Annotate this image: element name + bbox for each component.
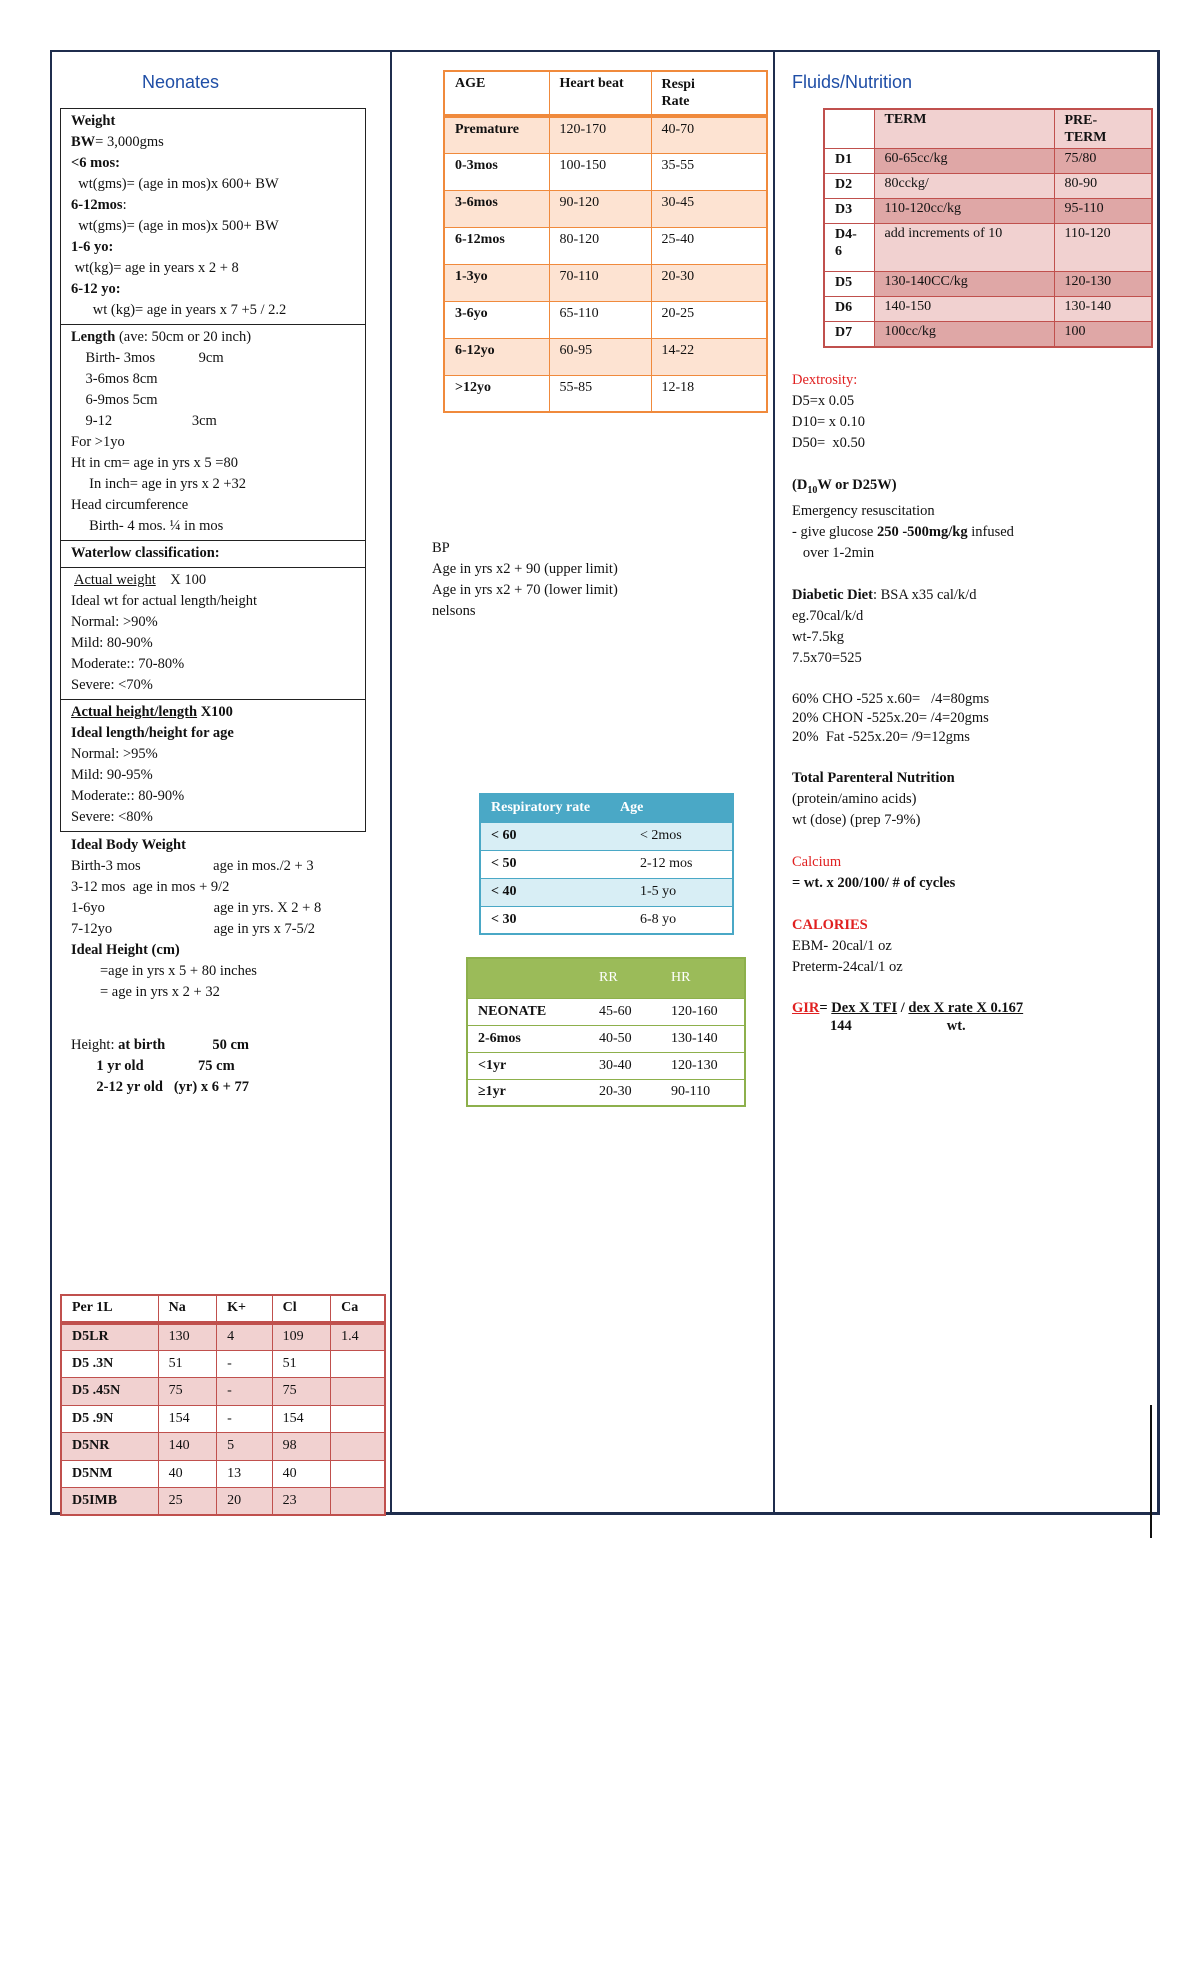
day-label-cell: D4- 6 [824,224,874,272]
table-row [467,1079,745,1106]
age-cell: 2-12 mos [610,850,733,878]
column-header: Respiratory rate [480,794,610,822]
fluid-value-cell [331,1350,385,1378]
fluid-amount-cell: 80cckg/ [874,174,1054,199]
table-row [444,227,767,264]
waterlow-title: Waterlow classification: [71,545,220,561]
vital-value-cell: 20-25 [651,301,767,338]
bw-value: = 3,000gms [95,134,164,150]
table-row [444,264,767,301]
age-cell: 6-12yo [444,338,549,375]
vital-value-cell: 40-70 [651,116,767,153]
fluid-amount-cell: 130-140 [1054,297,1152,322]
vital-value-cell: 12-18 [651,375,767,412]
tpn-line: (protein/amino acids) [792,790,917,807]
age-cell: Premature [444,116,549,153]
fluid-amount-cell: add increments of 10 [874,224,1054,272]
actual-height-section [61,700,365,831]
age-cell: >12yo [444,375,549,412]
actual-weight-line: Normal: >90% [71,614,158,630]
ibw-line: 1-6yo age in yrs. X 2 + 8 [71,900,322,916]
fluid-name-cell: D5NM [61,1460,158,1488]
table-row [824,224,1152,272]
vital-value-cell: 35-55 [651,153,767,190]
fluid-name-cell: D5LR [61,1323,158,1351]
actual-weight-line: Moderate:: 70-80% [71,656,185,672]
fluid-amount-cell: 110-120 [1054,224,1152,272]
ibw-line: Birth-3 mos age in mos./2 + 3 [71,858,314,874]
bp-block [432,538,618,622]
column-header: Heart beat [549,71,651,116]
margin-mark [1150,1405,1152,1538]
diabetic-title: Diabetic Diet [792,586,873,603]
age-group-cell: 2-6mos [467,1025,589,1052]
table-row [61,1378,385,1406]
gir-num2: dex X rate X 0.167 [908,999,1024,1016]
age-cell: 3-6mos [444,190,549,227]
fluid-value-cell: 75 [272,1378,331,1406]
rate-value-cell: 130-140 [661,1025,745,1052]
neonates-title: Neonates [142,72,220,92]
column-header [467,958,589,998]
fluid-value-cell: 75 [158,1378,217,1406]
bp-line: nelsons [432,603,476,619]
table-row [444,301,767,338]
header-blank-cell [824,109,874,149]
column-header: Ca [331,1295,385,1323]
fluid-value-cell: 13 [217,1460,273,1488]
table-row [61,1323,385,1351]
fluid-value-cell: 98 [272,1433,331,1461]
rate-value-cell: 30-40 [589,1052,661,1079]
length-line: In inch= age in yrs x 2 +32 [71,476,247,492]
fluid-value-cell: 140 [158,1433,217,1461]
y6-12-label: 6-12 yo: [71,281,121,297]
length-section [61,325,365,541]
height-line: at birth 50 cm [118,1037,250,1053]
day-label-cell: D1 [824,149,874,174]
bw-label: BW [71,134,96,150]
actual-weight-suffix: X 100 [155,572,207,588]
d10w-title-a: (D [792,477,808,493]
actual-height-line: Severe: <80% [71,809,153,825]
ideal-height-title: Ideal Height (cm) [71,942,180,958]
gir-eq: = [819,999,832,1016]
tpn-line: wt (dose) (prep 7-9%) [792,811,921,828]
gir-den1: 144 [830,1017,852,1034]
y1-6-label: 1-6 yo: [71,239,114,255]
column-header: TERM [874,109,1054,149]
fluid-value-cell [331,1488,385,1516]
fluid-value-cell [331,1460,385,1488]
column-header: Na [158,1295,217,1323]
waterlow-section [61,541,365,568]
length-label: Length [71,329,116,345]
fluid-value-cell: - [217,1405,273,1433]
height-label: Height: [71,1037,119,1053]
gir-slash: / [897,999,909,1016]
d10w-title-b: W or D25W) [817,477,897,493]
actual-height-label: Actual height/length [71,704,198,720]
d10w-title [792,475,1023,501]
age-cell: 3-6yo [444,301,549,338]
fluid-value-cell: 154 [272,1405,331,1433]
day-label-cell: D2 [824,174,874,199]
fluid-value-cell: 5 [217,1433,273,1461]
fluid-name-cell: D5IMB [61,1488,158,1516]
gir-denominators [792,1017,1023,1035]
table-row [61,1350,385,1378]
macro-line: 60% CHO -525 x.60= /4=80gms [792,690,990,707]
calcium-title: Calcium [792,853,842,870]
actual-height-line: Mild: 90-95% [71,767,153,783]
fluid-value-cell: 40 [272,1460,331,1488]
fluid-value-cell [331,1433,385,1461]
respiratory-rate-table [479,793,734,935]
table-row [824,322,1152,347]
vital-value-cell: 100-150 [549,153,651,190]
actual-weight-section [61,568,365,700]
fluid-amount-cell: 95-110 [1054,199,1152,224]
fluid-value-cell: 40 [158,1460,217,1488]
table-row [467,998,745,1025]
fluid-value-cell: 25 [158,1488,217,1516]
fluid-amount-cell: 130-140CC/kg [874,272,1054,297]
table-row [824,199,1152,224]
fluid-name-cell: D5 .45N [61,1378,158,1406]
table-header-row [467,958,745,998]
under6-formula: wt(gms)= (age in mos)x 600+ BW [71,176,279,192]
vital-value-cell: 55-85 [549,375,651,412]
length-ave: (ave: 50cm or 20 inch) [115,329,252,345]
table-row [824,272,1152,297]
gir-den2: wt. [946,1017,966,1034]
length-line: For >1yo [71,434,125,450]
fluid-amount-cell: 60-65cc/kg [874,149,1054,174]
length-line: Birth- 4 mos. ¼ in mos [71,518,224,534]
height-line: 2-12 yr old (yr) x 6 + 77 [71,1079,249,1095]
fluid-amount-cell: 75/80 [1054,149,1152,174]
height-block [71,1035,249,1098]
rate-cell: < 60 [480,822,610,850]
rr-hr-table [466,957,746,1107]
macro-line: 20% CHON -525x.20= /4=20gms [792,709,989,726]
actual-weight-label: Actual weight [74,572,156,588]
column-header: Age [610,794,733,822]
tpn-title: Total Parenteral Nutrition [792,769,955,786]
weight-section [61,109,365,325]
fluid-value-cell: 109 [272,1323,331,1351]
bp-line: Age in yrs x2 + 90 (upper limit) [432,561,618,577]
age-cell: 6-8 yo [610,906,733,934]
vital-value-cell: 20-30 [651,264,767,301]
ideal-height-line: =age in yrs x 5 + 80 inches [71,963,257,979]
d10w-line: over 1-2min [792,544,875,561]
table-header-row [444,71,767,116]
ideal-body-weight-block [71,835,321,1003]
macro-line: 20% Fat -525x.20= /9=12gms [792,728,970,745]
preterm-header: PRE- TERM [1064,113,1107,145]
column-header: HR [661,958,745,998]
calories-line: Preterm-24cal/1 oz [792,958,903,975]
fluid-amount-cell: 80-90 [1054,174,1152,199]
age-cell: 1-3yo [444,264,549,301]
day-label-cell: D6 [824,297,874,322]
table-row [61,1488,385,1516]
vital-value-cell: 65-110 [549,301,651,338]
gir-label: GIR [792,999,820,1016]
rate-value-cell: 20-30 [589,1079,661,1106]
table-row [444,190,767,227]
fluid-name-cell: D5 .9N [61,1405,158,1433]
d10w-line2c: infused [967,523,1014,540]
fluid-amount-cell: 110-120cc/kg [874,199,1054,224]
dextrosity-line: D5=x 0.05 [792,393,855,409]
neonates-formula-box [60,108,366,832]
vital-value-cell: 120-170 [549,116,651,153]
rate-cell: < 50 [480,850,610,878]
column-header: K+ [217,1295,273,1323]
vital-value-cell: 25-40 [651,227,767,264]
fluid-value-cell: 23 [272,1488,331,1516]
fluid-value-cell: - [217,1378,273,1406]
fluid-amount-cell: 120-130 [1054,272,1152,297]
column-header: Cl [272,1295,331,1323]
m6-12-colon: : [122,197,127,213]
table-row [467,1025,745,1052]
respi-rate-header: Respi Rate [661,77,695,109]
table-row [480,822,733,850]
fluid-value-cell [331,1378,385,1406]
column-header [651,71,767,116]
dextrosity-line: D50= x0.50 [792,435,866,451]
table-row [444,153,767,190]
table-row [61,1433,385,1461]
calories-line: EBM- 20cal/1 oz [792,937,892,954]
fluid-value-cell: 51 [272,1350,331,1378]
right-notes [792,370,1023,1035]
rate-value-cell: 120-160 [661,998,745,1025]
table-row [444,375,767,412]
vital-value-cell: 80-120 [549,227,651,264]
length-line: 3-6mos 8cm [71,371,158,387]
fluid-value-cell: - [217,1350,273,1378]
m6-12-label: 6-12mos [71,197,123,213]
height-line: 1 yr old 75 cm [71,1058,235,1074]
m6-12-formula: wt(gms)= (age in mos)x 500+ BW [71,218,279,234]
d10w-line2a: - give glucose [792,523,877,540]
length-line: Ht in cm= age in yrs x 5 =80 [71,455,238,471]
table-row [61,1460,385,1488]
fluid-value-cell: 51 [158,1350,217,1378]
frame-right-border [1157,50,1160,1515]
y6-12-formula: wt (kg)= age in years x 7 +5 / 2.2 [71,302,287,318]
dextrosity-line: D10= x 0.10 [792,414,866,430]
table-row [824,149,1152,174]
iv-fluids-table [60,1294,386,1516]
age-cell: 6-12mos [444,227,549,264]
fluid-value-cell: 4 [217,1323,273,1351]
fluid-amount-cell: 100 [1054,322,1152,347]
table-header-row [61,1295,385,1323]
age-cell: 1-5 yo [610,878,733,906]
table-row [444,116,767,153]
ideal-body-weight-title: Ideal Body Weight [71,837,186,853]
gir-formula [792,999,1023,1017]
actual-height-line: Normal: >95% [71,746,158,762]
table-row [444,338,767,375]
vital-value-cell: 70-110 [549,264,651,301]
age-group-cell: ≥1yr [467,1079,589,1106]
table-header-row [824,109,1152,149]
d10w-line2b: 250 -500mg/kg [876,523,968,540]
fluids-nutrition-title: Fluids/Nutrition [792,72,913,92]
fluid-value-cell: 130 [158,1323,217,1351]
table-row [467,1052,745,1079]
ideal-length-label: Ideal length/height for age [71,725,234,741]
age-group-cell: NEONATE [467,998,589,1025]
d10w-sub: 10 [807,484,818,496]
y1-6-formula: wt(kg)= age in years x 2 + 8 [71,260,239,276]
table-row [480,878,733,906]
rate-cell: < 40 [480,878,610,906]
column-header: RR [589,958,661,998]
calories-title: CALORIES [792,916,868,933]
table-row [824,174,1152,199]
weight-label: Weight [71,113,116,129]
rate-cell: < 30 [480,906,610,934]
diabetic-line: wt-7.5kg [792,628,844,645]
day-label-cell: D5 [824,272,874,297]
age-cell: 0-3mos [444,153,549,190]
bp-line: Age in yrs x2 + 70 (lower limit) [432,582,618,598]
fluid-amount-cell: 100cc/kg [874,322,1054,347]
bp-line: BP [432,540,450,556]
column-header: AGE [444,71,549,116]
diabetic-line: 7.5x70=525 [792,649,862,666]
dextrosity-title: Dextrosity: [792,372,858,388]
fluid-value-cell [331,1405,385,1433]
vital-value-cell: 90-120 [549,190,651,227]
rate-value-cell: 40-50 [589,1025,661,1052]
fluid-value-cell: 20 [217,1488,273,1516]
fluid-name-cell: D5NR [61,1433,158,1461]
fluid-value-cell: 1.4 [331,1323,385,1351]
gir-num1: Dex X TFI [831,999,898,1016]
rate-value-cell: 120-130 [661,1052,745,1079]
rate-value-cell: 45-60 [589,998,661,1025]
age-cell: < 2mos [610,822,733,850]
column-header [1054,109,1152,149]
age-group-cell: <1yr [467,1052,589,1079]
actual-height-line: Moderate:: 80-90% [71,788,185,804]
vital-value-cell: 14-22 [651,338,767,375]
diabetic-line: eg.70cal/k/d [792,607,864,624]
vital-value-cell: 30-45 [651,190,767,227]
day-label-cell: D7 [824,322,874,347]
fluid-amount-cell: 140-150 [874,297,1054,322]
column-header: Per 1L [61,1295,158,1323]
table-row [824,297,1152,322]
ibw-line: 7-12yo age in yrs x 7-5/2 [71,921,316,937]
diabetic-rest: : BSA x35 cal/k/d [872,586,977,603]
d10w-line: Emergency resuscitation [792,502,935,519]
actual-height-suffix: X100 [197,704,233,720]
actual-weight-line: Severe: <70% [71,677,153,693]
actual-weight-line: Ideal wt for actual length/height [71,593,258,609]
daily-fluid-requirement-table [823,108,1153,348]
calcium-formula: = wt. x 200/100/ # of cycles [792,874,956,891]
rate-value-cell: 90-110 [661,1079,745,1106]
length-line: 6-9mos 5cm [71,392,158,408]
length-line: Birth- 3mos 9cm [71,350,224,366]
length-line: Head circumference [71,497,189,513]
fluid-name-cell: D5 .3N [61,1350,158,1378]
ideal-height-line: = age in yrs x 2 + 32 [71,984,220,1000]
fluid-value-cell: 154 [158,1405,217,1433]
actual-weight-line: Mild: 80-90% [71,635,153,651]
table-row [480,906,733,934]
under6-label: <6 mos: [71,155,120,171]
length-line: 9-12 3cm [71,413,217,429]
day-label-cell: D3 [824,199,874,224]
table-row [61,1405,385,1433]
ibw-line: 3-12 mos age in mos + 9/2 [71,879,230,895]
table-row [480,850,733,878]
vital-value-cell: 60-95 [549,338,651,375]
column-divider-right [773,50,775,1515]
table-header-row [480,794,733,822]
column-divider-left [390,50,392,1515]
vital-signs-table [443,70,768,413]
